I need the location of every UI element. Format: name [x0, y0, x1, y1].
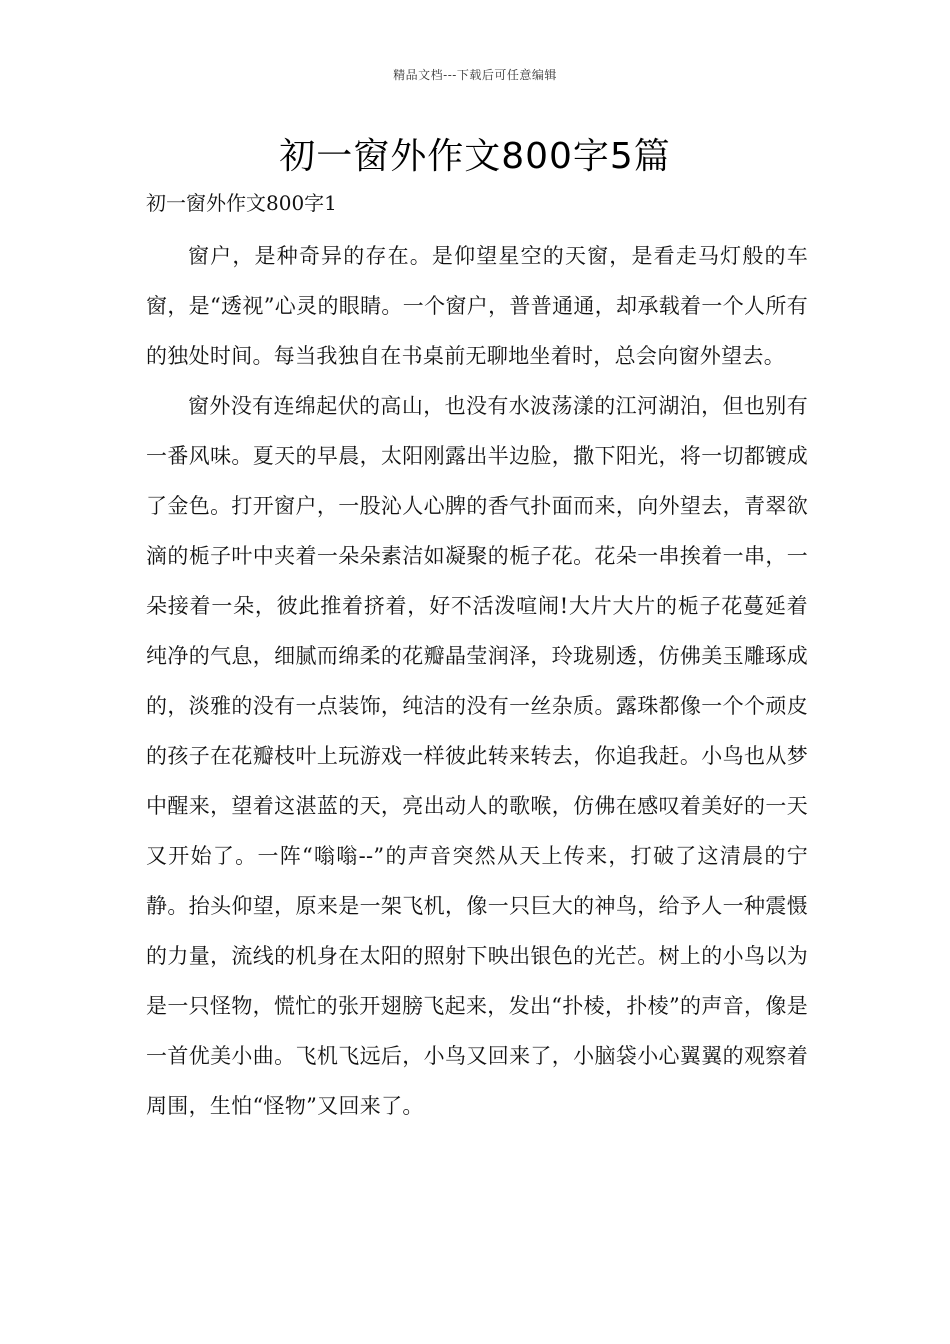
section-heading: 初一窗外作文800字1: [146, 191, 337, 215]
document-title: 初一窗外作文800字5篇: [279, 136, 671, 177]
page-header: 精品文档---下载后可任意编辑: [393, 68, 557, 82]
document-body: [146, 231, 808, 1131]
paragraph-1: 窗户，是种奇异的存在。是仰望星空的天窗，是看走马灯般的车窗，是“透视”心灵的眼睛。一个窗户，普普通通，却承载着一个人所有的独处时间。每当我独自在书桌前无聊地坐着时，总会向窗外望去。: [146, 244, 808, 368]
paragraph-2: 窗外没有连绵起伏的高山，也没有水波荡漾的江河湖泊，但也别有一番风味。夏天的早晨，太阳刚露出半边脸，撒下阳光，将一切都镀成了金色。打开窗户，一股沁人心脾的香气扑面而来，向外望去，青翠欲滴的栀子叶中夹着一朵朵素洁如凝聚的栀子花。花朵一串挨着一串，一朵接着一朵，彼此推着挤着，好不活泼喧闹!大片大片的栀子花蔓延着纯净的气息，细腻而绵柔的花瓣晶莹润泽，玲珑剔透，仿佛美玉雕琢成的，淡雅的没有一点装饰，纯洁的没有一丝杂质。露珠都像一个个顽皮的孩子在花瓣枝叶上玩游戏一样彼此转来转去，你追我赶。小鸟也从梦中醒来，望着这湛蓝的天，亮出动人的歌喉，仿佛在感叹着美好的一天又开始了。一阵“嗡嗡--”的声音突然从天上传来，打破了这清晨的宁静。抬头仰望，原来是一架飞机，像一只巨大的神鸟，给予人一种震慑的力量，流线的机身在太阳的照射下映出银色的光芒。树上的小鸟以为是一只怪物，慌忙的张开翅膀飞起来，发出“扑棱，扑棱”的声音，像是一首优美小曲。飞机飞远后，小鸟又回来了，小脑袋小心翼翼的观察着周围，生怕“怪物”又回来了。: [146, 394, 808, 1118]
